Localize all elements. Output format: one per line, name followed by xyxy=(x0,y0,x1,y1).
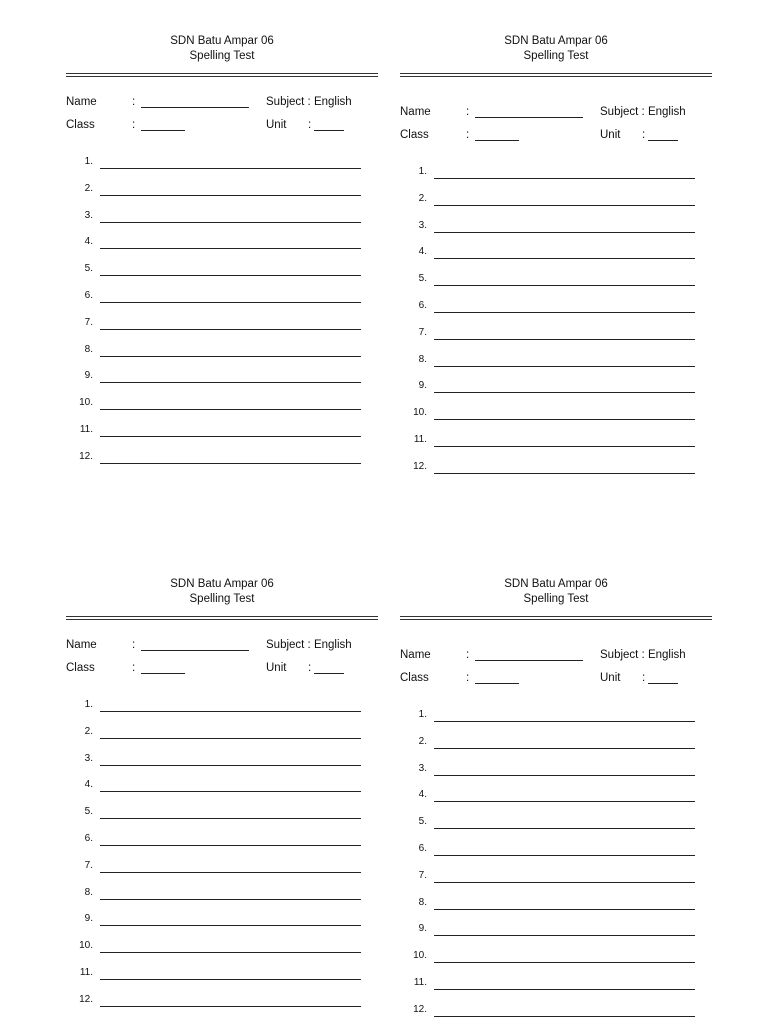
unit-label: Unit xyxy=(266,119,287,131)
answer-line[interactable] xyxy=(434,339,695,340)
class-label: Class xyxy=(400,129,429,141)
name-row xyxy=(66,639,378,655)
class-field[interactable] xyxy=(141,662,185,674)
answer-list xyxy=(400,709,712,1031)
school-name: SDN Batu Ampar 06 xyxy=(170,578,274,590)
item-number: 7. xyxy=(418,869,427,881)
answer-item xyxy=(66,913,366,927)
name-field[interactable] xyxy=(475,649,583,661)
answer-item xyxy=(66,263,366,277)
student-info xyxy=(66,639,378,685)
answer-line[interactable] xyxy=(100,329,361,330)
answer-item xyxy=(66,210,366,224)
item-number: 6. xyxy=(84,833,93,844)
class-colon: : xyxy=(132,662,136,674)
answer-item xyxy=(66,806,366,820)
answer-line[interactable] xyxy=(100,436,361,437)
answer-line[interactable] xyxy=(100,765,361,766)
answer-line[interactable] xyxy=(434,882,695,883)
item-number: 8. xyxy=(418,353,427,365)
answer-item xyxy=(400,977,700,991)
class-colon: : xyxy=(466,672,470,684)
class-label: Class xyxy=(66,662,95,674)
answer-item xyxy=(66,699,366,713)
answer-item xyxy=(400,434,700,448)
answer-line[interactable] xyxy=(434,258,695,259)
name-row xyxy=(400,106,712,122)
class-row xyxy=(66,662,378,678)
header-divider xyxy=(400,616,712,620)
answer-item xyxy=(400,407,700,421)
item-number: 1. xyxy=(418,166,427,177)
answer-line[interactable] xyxy=(100,925,361,926)
item-number: 10. xyxy=(413,950,427,962)
item-number: 12. xyxy=(79,993,93,1005)
answer-item xyxy=(66,156,366,170)
item-number: 6. xyxy=(418,300,427,311)
answer-line[interactable] xyxy=(434,1016,695,1017)
item-number: 2. xyxy=(84,725,93,737)
answer-list xyxy=(66,699,378,1021)
answer-line[interactable] xyxy=(434,801,695,802)
item-number: 1. xyxy=(418,709,427,720)
answer-line[interactable] xyxy=(434,392,695,393)
name-field[interactable] xyxy=(141,96,249,108)
answer-item xyxy=(66,779,366,793)
answer-line[interactable] xyxy=(434,473,695,474)
sheet-header xyxy=(66,34,378,64)
answer-line[interactable] xyxy=(100,845,361,846)
unit-colon: : xyxy=(642,129,646,141)
answer-line[interactable] xyxy=(100,1006,361,1007)
answer-line[interactable] xyxy=(100,899,361,900)
answer-item xyxy=(400,843,700,857)
answer-line[interactable] xyxy=(100,356,361,357)
item-number: 9. xyxy=(84,370,93,382)
answer-line[interactable] xyxy=(100,382,361,383)
item-number: 7. xyxy=(84,859,93,871)
spelling-test-sheet xyxy=(66,577,378,1021)
subject-label: Subject : English xyxy=(266,96,352,108)
answer-item xyxy=(66,317,366,331)
answer-line[interactable] xyxy=(434,232,695,233)
answer-line[interactable] xyxy=(434,285,695,286)
answer-item xyxy=(66,967,366,981)
answer-line[interactable] xyxy=(100,711,361,712)
item-number: 11. xyxy=(413,434,427,445)
class-label: Class xyxy=(66,119,95,131)
name-colon: : xyxy=(132,639,136,651)
answer-line[interactable] xyxy=(100,818,361,819)
item-number: 2. xyxy=(84,182,93,194)
answer-item xyxy=(400,246,700,260)
answer-item xyxy=(66,344,366,358)
unit-field[interactable] xyxy=(314,119,344,131)
class-colon: : xyxy=(466,129,470,141)
item-number: 12. xyxy=(413,1003,427,1015)
class-row xyxy=(400,672,712,688)
answer-line[interactable] xyxy=(100,275,361,276)
unit-colon: : xyxy=(642,672,646,684)
item-number: 7. xyxy=(84,316,93,328)
unit-field[interactable] xyxy=(648,129,678,141)
name-row xyxy=(400,649,712,665)
class-label: Class xyxy=(400,672,429,684)
item-number: 8. xyxy=(418,896,427,908)
answer-item xyxy=(66,726,366,740)
item-number: 6. xyxy=(418,843,427,854)
answer-item xyxy=(66,290,366,304)
item-number: 5. xyxy=(418,816,427,828)
answer-list xyxy=(66,156,378,478)
item-number: 10. xyxy=(413,407,427,419)
answer-item xyxy=(400,923,700,937)
answer-item xyxy=(400,789,700,803)
item-number: 7. xyxy=(418,326,427,338)
school-name: SDN Batu Ampar 06 xyxy=(504,35,608,47)
answer-item xyxy=(66,887,366,901)
unit-field[interactable] xyxy=(314,662,344,674)
answer-line[interactable] xyxy=(434,935,695,936)
subject-label: Subject : English xyxy=(600,649,686,661)
name-field[interactable] xyxy=(141,639,249,651)
item-number: 4. xyxy=(418,246,427,258)
answer-line[interactable] xyxy=(100,979,361,980)
answer-item xyxy=(400,354,700,368)
answer-item xyxy=(400,461,700,475)
answer-item xyxy=(400,193,700,207)
answer-item xyxy=(400,166,700,180)
answer-item xyxy=(400,763,700,777)
name-label: Name xyxy=(66,639,97,651)
name-field[interactable] xyxy=(475,106,583,118)
answer-line[interactable] xyxy=(434,909,695,910)
spelling-test-sheet xyxy=(400,577,712,1031)
test-title: Spelling Test xyxy=(523,50,589,62)
item-number: 2. xyxy=(418,192,427,204)
answer-line[interactable] xyxy=(434,748,695,749)
answer-line[interactable] xyxy=(100,952,361,953)
answer-item xyxy=(66,860,366,874)
answer-item xyxy=(400,870,700,884)
answer-item xyxy=(400,950,700,964)
item-number: 8. xyxy=(84,886,93,898)
spelling-test-sheet xyxy=(66,34,378,478)
item-number: 8. xyxy=(84,343,93,355)
school-name: SDN Batu Ampar 06 xyxy=(170,35,274,47)
name-label: Name xyxy=(66,96,97,108)
answer-line[interactable] xyxy=(434,312,695,313)
name-label: Name xyxy=(400,649,431,661)
student-info xyxy=(66,96,378,142)
answer-line[interactable] xyxy=(434,366,695,367)
answer-item xyxy=(66,940,366,954)
answer-item xyxy=(66,424,366,438)
name-colon: : xyxy=(466,649,470,661)
answer-line[interactable] xyxy=(434,178,695,179)
answer-line[interactable] xyxy=(434,205,695,206)
answer-item xyxy=(66,833,366,847)
answer-line[interactable] xyxy=(434,962,695,963)
sheet-header xyxy=(400,34,712,64)
answer-item xyxy=(66,183,366,197)
answer-line[interactable] xyxy=(434,446,695,447)
test-title: Spelling Test xyxy=(189,593,255,605)
answer-line[interactable] xyxy=(100,302,361,303)
item-number: 5. xyxy=(418,273,427,285)
test-title: Spelling Test xyxy=(189,50,255,62)
item-number: 11. xyxy=(413,977,427,988)
sheet-header xyxy=(66,577,378,607)
sheet-header xyxy=(400,577,712,607)
student-info xyxy=(400,649,712,695)
item-number: 11. xyxy=(79,424,93,435)
answer-line[interactable] xyxy=(434,855,695,856)
answer-line[interactable] xyxy=(434,775,695,776)
item-number: 5. xyxy=(84,806,93,818)
answer-item xyxy=(400,380,700,394)
answer-line[interactable] xyxy=(100,463,361,464)
item-number: 12. xyxy=(413,460,427,472)
header-divider xyxy=(66,73,378,77)
item-number: 9. xyxy=(418,923,427,935)
answer-item xyxy=(400,327,700,341)
answer-line[interactable] xyxy=(434,721,695,722)
item-number: 9. xyxy=(84,913,93,925)
answer-item xyxy=(400,897,700,911)
student-info xyxy=(400,106,712,152)
answer-line[interactable] xyxy=(100,222,361,223)
answer-line[interactable] xyxy=(100,409,361,410)
answer-item xyxy=(66,753,366,767)
answer-line[interactable] xyxy=(100,872,361,873)
name-colon: : xyxy=(466,106,470,118)
unit-field[interactable] xyxy=(648,672,678,684)
item-number: 10. xyxy=(79,397,93,409)
answer-item xyxy=(66,370,366,384)
class-field[interactable] xyxy=(475,672,519,684)
item-number: 2. xyxy=(418,735,427,747)
answer-item xyxy=(400,300,700,314)
item-number: 6. xyxy=(84,290,93,301)
answer-line[interactable] xyxy=(100,195,361,196)
item-number: 1. xyxy=(84,156,93,167)
name-row xyxy=(66,96,378,112)
answer-line[interactable] xyxy=(434,828,695,829)
subject-label: Subject : English xyxy=(600,106,686,118)
subject-label: Subject : English xyxy=(266,639,352,651)
answer-item xyxy=(66,397,366,411)
unit-colon: : xyxy=(308,662,312,674)
answer-line[interactable] xyxy=(100,738,361,739)
header-divider xyxy=(400,73,712,77)
spelling-test-sheet xyxy=(400,34,712,488)
item-number: 3. xyxy=(84,752,93,764)
unit-label: Unit xyxy=(600,129,621,141)
unit-label: Unit xyxy=(266,662,287,674)
class-row xyxy=(400,129,712,145)
answer-line[interactable] xyxy=(100,791,361,792)
answer-item xyxy=(400,1004,700,1018)
school-name: SDN Batu Ampar 06 xyxy=(504,578,608,590)
answer-item xyxy=(400,816,700,830)
answer-item xyxy=(400,273,700,287)
item-number: 12. xyxy=(79,450,93,462)
answer-list xyxy=(400,166,712,488)
item-number: 1. xyxy=(84,699,93,710)
item-number: 4. xyxy=(418,789,427,801)
test-title: Spelling Test xyxy=(523,593,589,605)
item-number: 4. xyxy=(84,779,93,791)
item-number: 3. xyxy=(84,209,93,221)
name-label: Name xyxy=(400,106,431,118)
item-number: 4. xyxy=(84,236,93,248)
answer-item xyxy=(400,736,700,750)
class-field[interactable] xyxy=(475,129,519,141)
item-number: 11. xyxy=(79,967,93,978)
answer-item xyxy=(400,220,700,234)
answer-line[interactable] xyxy=(100,168,361,169)
item-number: 3. xyxy=(418,219,427,231)
class-colon: : xyxy=(132,119,136,131)
answer-line[interactable] xyxy=(434,419,695,420)
unit-colon: : xyxy=(308,119,312,131)
answer-item xyxy=(66,236,366,250)
answer-item xyxy=(400,709,700,723)
name-colon: : xyxy=(132,96,136,108)
item-number: 10. xyxy=(79,940,93,952)
class-field[interactable] xyxy=(141,119,185,131)
item-number: 9. xyxy=(418,380,427,392)
answer-item xyxy=(66,451,366,465)
answer-line[interactable] xyxy=(434,989,695,990)
item-number: 3. xyxy=(418,762,427,774)
class-row xyxy=(66,119,378,135)
header-divider xyxy=(66,616,378,620)
item-number: 5. xyxy=(84,263,93,275)
unit-label: Unit xyxy=(600,672,621,684)
answer-item xyxy=(66,994,366,1008)
answer-line[interactable] xyxy=(100,248,361,249)
